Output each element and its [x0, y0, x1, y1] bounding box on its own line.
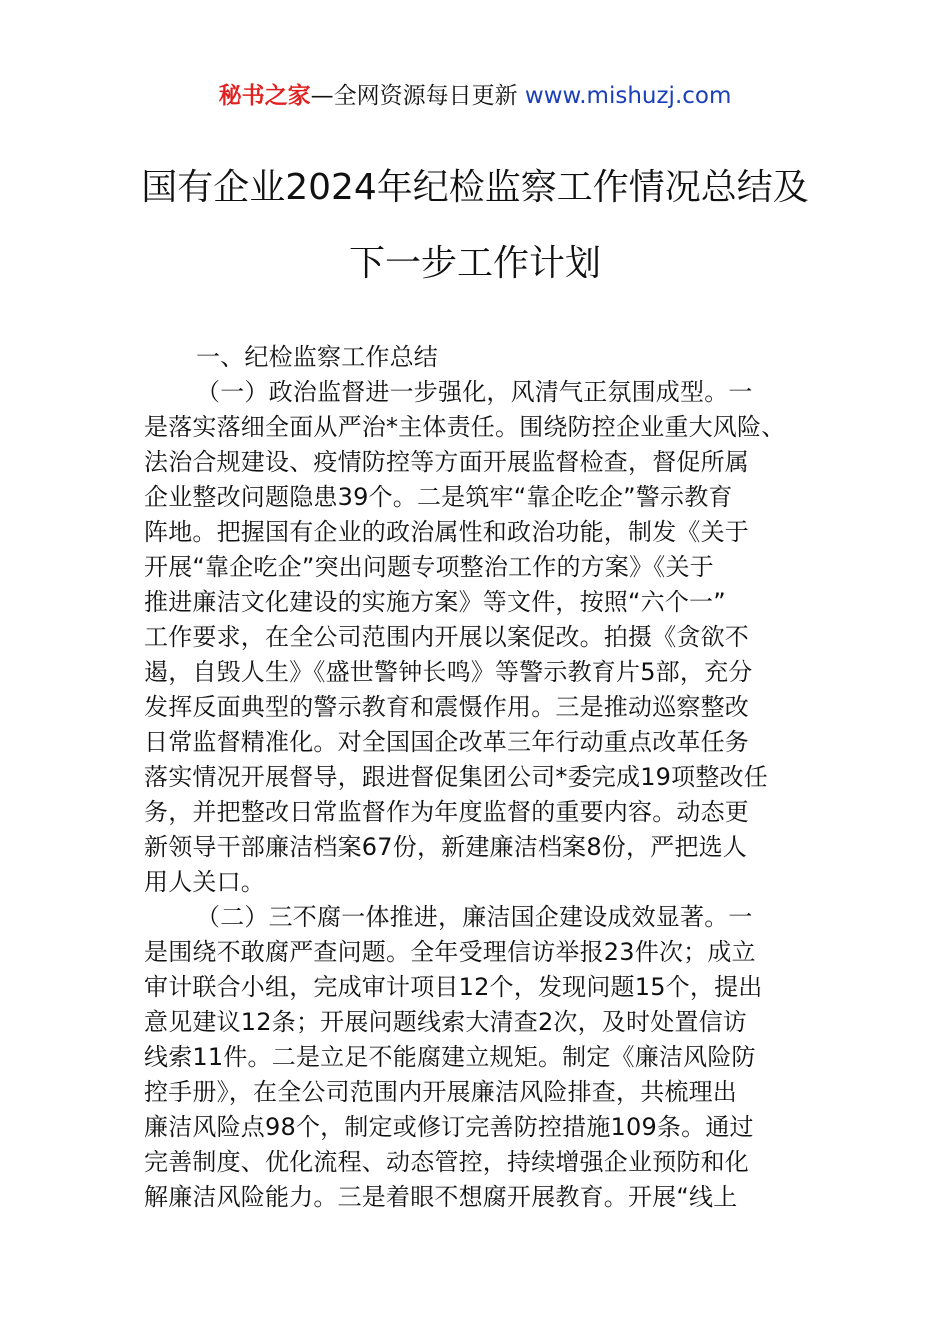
paragraph-line: 控手册》，在全公司范围内开展廉洁风险排查，共梳理出: [144, 1078, 737, 1106]
paragraph-line: 解廉洁风险能力。三是着眼不想腐开展教育。开展“线上: [144, 1183, 738, 1211]
paragraph-line: 日常监督精准化。对全国国企改革三年行动重点改革任务: [144, 728, 749, 756]
banner-slogan: —全网资源每日更新: [310, 83, 525, 109]
paragraph-line: 推进廉洁文化建设的实施方案》等文件，按照“六个一”: [144, 588, 726, 616]
paragraph-line: 发挥反面典型的警示教育和震慑作用。三是推动巡察整改: [144, 693, 749, 721]
paragraph-line: 务，并把整改日常监督作为年度监督的重要内容。动态更: [144, 798, 749, 826]
paragraph-line: 是围绕不敢腐严查问题。全年受理信访举报23件次；成立: [144, 938, 756, 966]
banner-url-link[interactable]: www.mishuzj.com: [524, 83, 732, 109]
paragraph-line: 落实情况开展督导，跟进督促集团公司*委完成19项整改任: [144, 763, 768, 791]
paragraph-line: 企业整改问题隐患39个。二是筑牢“靠企吃企”警示教育: [144, 483, 733, 511]
paragraph-line: 完善制度、优化流程、动态管控，持续增强企业预防和化: [144, 1148, 749, 1176]
document-body: [144, 340, 824, 1215]
paragraph-line: 工作要求，在全公司范围内开展以案促改。拍摄《贪欲不: [144, 623, 749, 651]
paragraph-line: （二）三不腐一体推进，廉洁国企建设成效显著。一: [196, 903, 753, 931]
section-heading: 一、纪检监察工作总结: [196, 343, 438, 371]
paragraph-line: 阵地。把握国有企业的政治属性和政治功能，制发《关于: [144, 518, 749, 546]
paragraph-line: 线索11件。二是立足不能腐建立规矩。制定《廉洁风险防: [144, 1043, 756, 1071]
title-line-1: 国有企业2024年纪检监察工作情况总结及: [141, 167, 809, 208]
paragraph-line: 审计联合小组，完成审计项目12个，发现问题15个，提出: [144, 973, 763, 1001]
paragraph-three-no-corruption: [144, 900, 824, 1215]
paragraph-line: （一）政治监督进一步强化，风清气正氛围成型。一: [196, 378, 753, 406]
paragraph-line: 遏，自毁人生》《盛世警钟长鸣》等警示教育片5部，充分: [144, 658, 753, 686]
paragraph-political-supervision: [144, 375, 824, 900]
site-banner: [0, 80, 950, 112]
banner-brand: 秘书之家: [218, 83, 311, 109]
paragraph-line: 新领导干部廉洁档案67份，新建廉洁档案8份，严把选人: [144, 833, 748, 861]
document-title: [0, 150, 950, 302]
title-line-2: 下一步工作计划: [348, 243, 601, 284]
paragraph-line: 用人关口。: [144, 868, 265, 896]
paragraph-line: 开展“靠企吃企”突出问题专项整治工作的方案》《关于: [144, 553, 714, 581]
paragraph-line: 意见建议12条；开展问题线索大清查2次，及时处置信访: [144, 1008, 748, 1036]
paragraph-line: 是落实落细全面从严治*主体责任。围绕防控企业重大风险、: [144, 413, 786, 441]
paragraph-line: 廉洁风险点98个，制定或修订完善防控措施109条。通过: [144, 1113, 754, 1141]
paragraph-line: 法治合规建设、疫情防控等方面开展监督检查，督促所属: [144, 448, 749, 476]
